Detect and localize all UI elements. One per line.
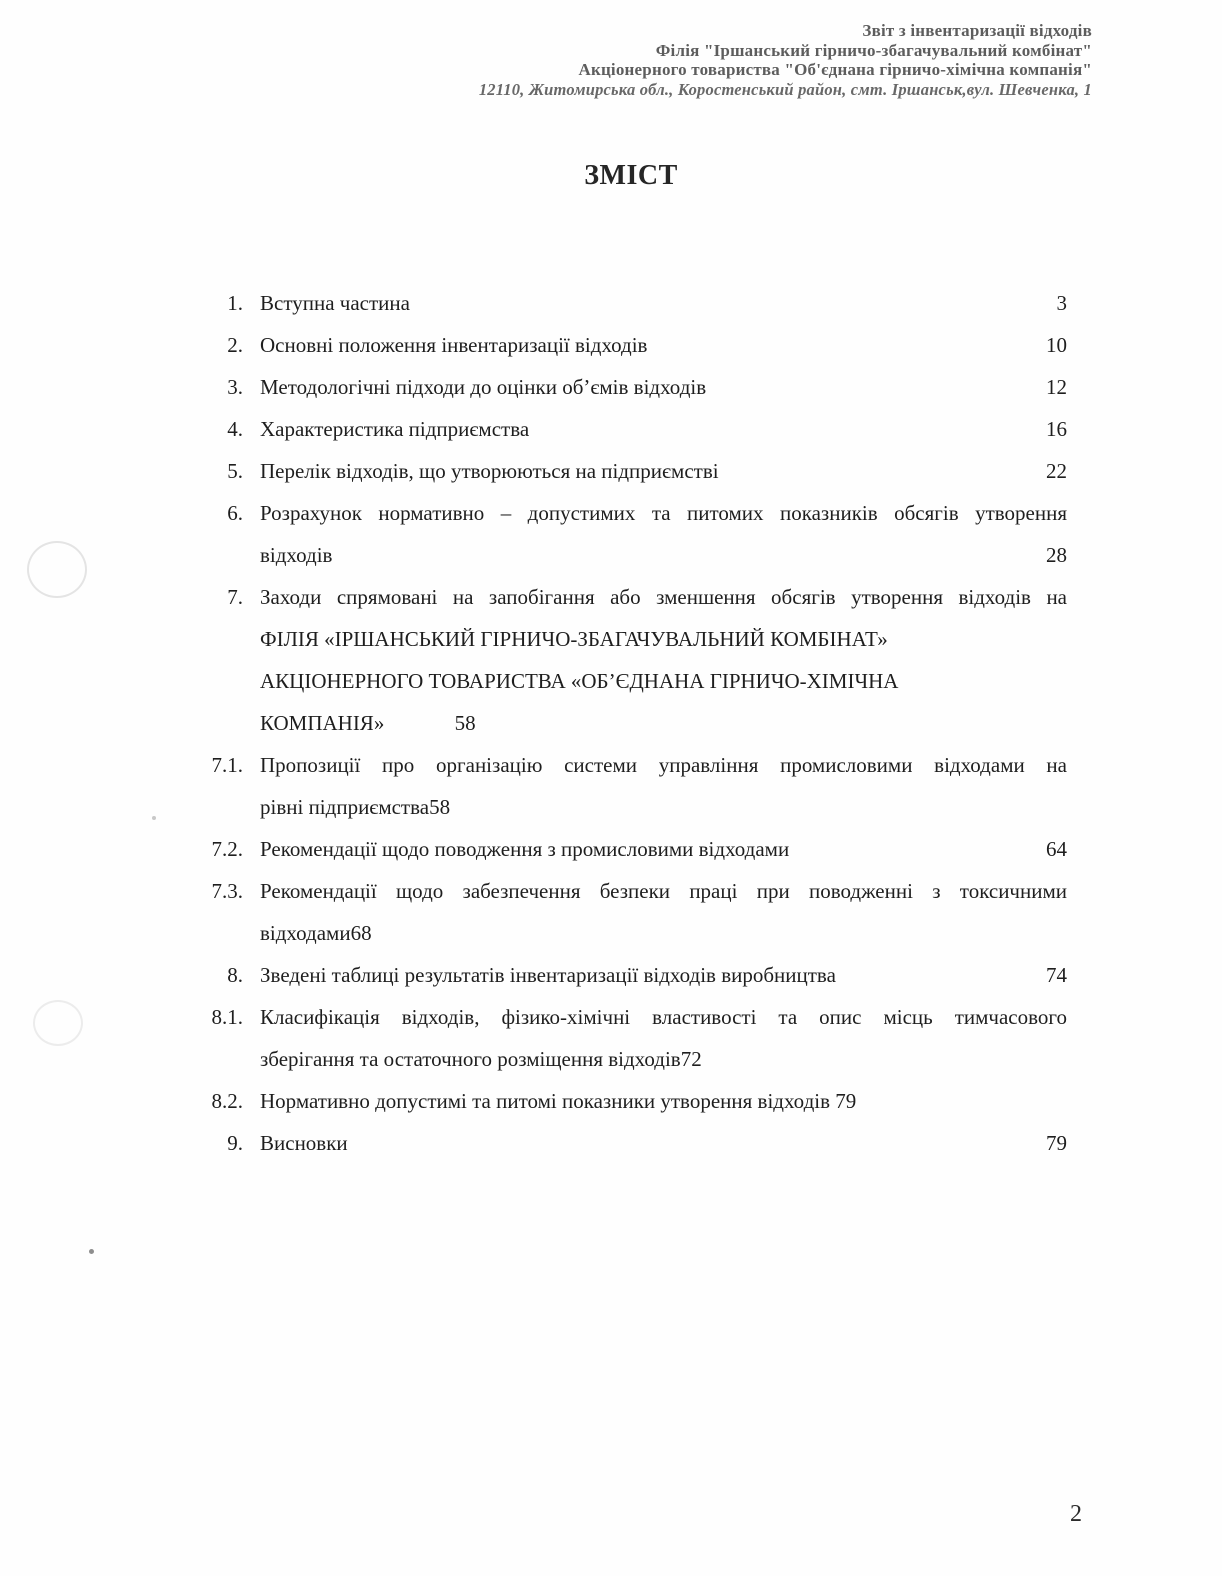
toc-entry-page: 79 (1046, 1131, 1067, 1155)
toc-entry-title: Рекомендації щодо поводження з промисловими відходами (260, 837, 790, 861)
letterhead (479, 21, 1092, 99)
toc-entry-title: Вступна частина (260, 291, 410, 315)
toc-entry-title: Висновки (260, 1131, 348, 1155)
scan-speck (89, 1249, 94, 1254)
toc-entry-title: Заходи спрямовані на запобігання або зменшення обсягів утворення відходів на (260, 585, 1067, 609)
toc-entry-title: АКЦІОНЕРНОГО ТОВАРИСТВА «ОБ’ЄДНАНА ГІРНИЧО-ХІМІЧНА (260, 669, 899, 693)
toc-entry-number (193, 912, 243, 954)
toc-row (193, 408, 1067, 450)
toc-entry-title: Нормативно допустимі та питомі показники утворення відходів 79 (260, 1089, 857, 1113)
toc-entry-page: 64 (1046, 837, 1067, 861)
hole-punch-artifact (33, 1000, 83, 1046)
toc-entry-title: Зведені таблиці результатів інвентаризації відходів виробництва (260, 963, 836, 987)
toc-row (193, 954, 1067, 996)
toc-entry-number: 6. (227, 501, 243, 525)
toc-entry-number (193, 618, 243, 660)
toc-entry-number: 2. (227, 333, 243, 357)
letterhead-address: 12110, Житомирська обл., Коростенський район, смт. Іршанськ,вул. Шевченка, 1 (478, 79, 1092, 99)
toc-row (193, 534, 1067, 576)
toc-row (193, 324, 1067, 366)
letterhead-report-title: Звіт з інвентаризації відходів (862, 21, 1092, 40)
toc-row (193, 996, 1067, 1038)
toc-entry-number (193, 1038, 243, 1080)
toc-entry-title: рівні підприємства58 (260, 795, 451, 819)
toc-entry-number (193, 534, 243, 576)
toc-row (193, 576, 1067, 618)
toc-entry-title: відходами68 (260, 921, 372, 945)
toc-entry-number (193, 660, 243, 702)
toc-entry-title: відходів (260, 543, 333, 567)
toc-entry-title: Класифікація відходів, фізико-хімічні властивості та опис місць тимчасового (260, 1005, 1067, 1029)
toc-entry-title: Розрахунок нормативно – допустимих та питомих показників обсягів утворення (260, 501, 1067, 525)
toc-entry-page: 74 (1046, 963, 1067, 987)
toc-row (193, 450, 1067, 492)
toc-row (193, 1038, 1067, 1080)
toc-entry-page: 3 (1056, 291, 1067, 315)
toc-row (193, 492, 1067, 534)
toc-entry-title: КОМПАНІЯ» (260, 711, 385, 735)
toc-row (193, 282, 1067, 324)
toc-entry-number: 1. (227, 291, 243, 315)
table-of-contents (193, 282, 1067, 1164)
page-title: ЗМІСТ (584, 160, 678, 191)
toc-row (193, 660, 1067, 702)
toc-entry-page: 10 (1046, 333, 1067, 357)
toc-entry-title: Методологічні підходи до оцінки об’ємів відходів (260, 375, 707, 399)
toc-row (193, 828, 1067, 870)
toc-entry-title: Пропозиції про організацію системи управління промисловими відходами на (260, 753, 1067, 777)
toc-entry-number (193, 702, 243, 744)
toc-entry-number: 7. (227, 585, 243, 609)
toc-entry-number: 3. (227, 375, 243, 399)
toc-row (193, 912, 1067, 954)
toc-row (193, 1122, 1067, 1164)
toc-entry-page: 12 (1046, 375, 1067, 399)
scan-speck (152, 816, 156, 820)
toc-row (193, 618, 1067, 660)
toc-row (193, 870, 1067, 912)
toc-row (193, 744, 1067, 786)
toc-entry-number: 7.2. (211, 837, 243, 861)
toc-entry-page: 58 (454, 711, 476, 735)
toc-entry-title: Характеристика підприємства (260, 417, 530, 441)
toc-row (193, 1080, 1067, 1122)
toc-entry-number: 9. (227, 1131, 243, 1155)
hole-punch-artifact (27, 541, 87, 598)
toc-entry-number: 8.2. (211, 1089, 243, 1113)
toc-entry-page: 16 (1046, 417, 1067, 441)
toc-entry-number: 8.1. (211, 1005, 243, 1029)
toc-row (193, 702, 1067, 744)
toc-entry-number (193, 786, 243, 828)
toc-entry-title: ФІЛІЯ «ІРШАНСЬКИЙ ГІРНИЧО-ЗБАГАЧУВАЛЬНИЙ КОМБІНАТ» (260, 627, 888, 651)
letterhead-company-name: Акціонерного товариства "Об'єднана гірничо-хімічна компанія" (578, 60, 1092, 79)
toc-entry-title: Основні положення інвентаризації відходів (260, 333, 648, 357)
toc-entry-page: 22 (1046, 459, 1067, 483)
toc-entry-number: 5. (227, 459, 243, 483)
toc-entry-number: 7.1. (211, 753, 243, 777)
toc-row (193, 366, 1067, 408)
toc-entry-number: 4. (227, 417, 243, 441)
letterhead-branch-name: Філія "Іршанський гірничо-збагачувальний комбінат" (655, 40, 1092, 60)
toc-entry-title: Перелік відходів, що утворюються на підприємстві (260, 459, 719, 483)
toc-entry-page: 28 (1046, 543, 1067, 567)
toc-entry-number: 7.3. (211, 879, 243, 903)
toc-row (193, 786, 1067, 828)
toc-entry-title: зберігання та остаточного розміщення відходів72 (260, 1047, 702, 1071)
toc-entry-title: Рекомендації щодо забезпечення безпеки праці при поводженні з токсичними (260, 879, 1067, 903)
toc-entry-number: 8. (227, 963, 243, 987)
page-number: 2 (1070, 1501, 1082, 1527)
